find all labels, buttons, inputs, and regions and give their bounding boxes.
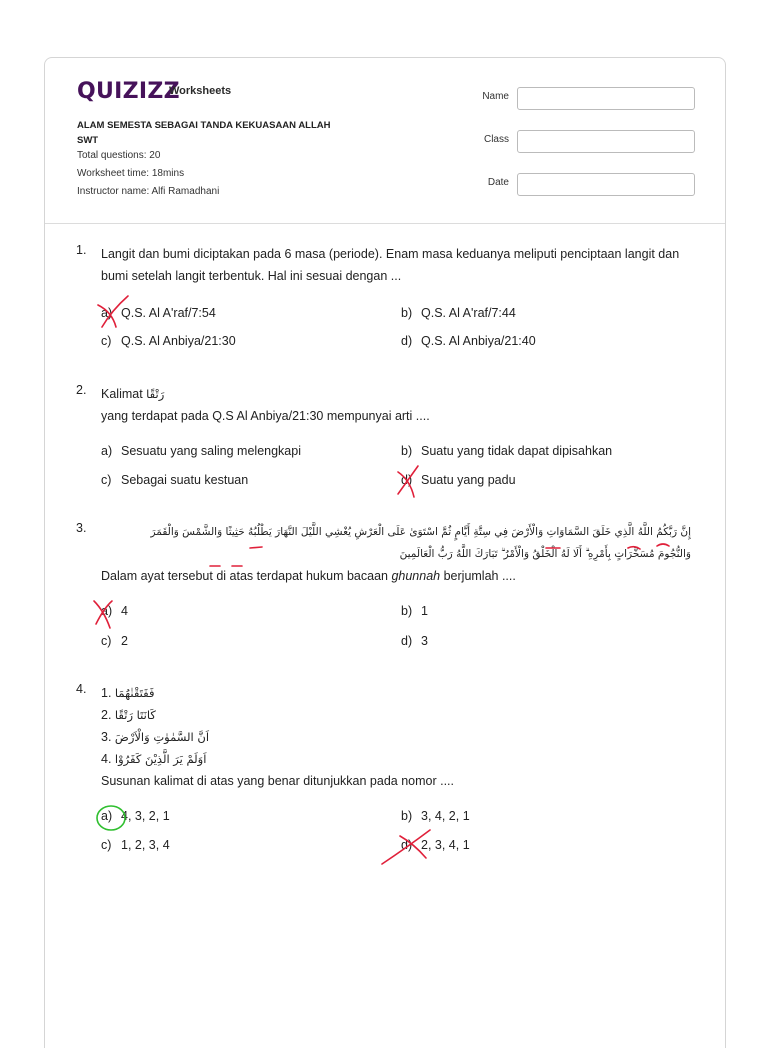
arrangement-item-2 bbox=[101, 704, 691, 726]
question-text: Susunan kalimat di atas yang benar ditunjukkan pada nomor .... bbox=[101, 774, 454, 788]
question-text bbox=[101, 383, 691, 427]
option-letter: b) bbox=[401, 809, 413, 823]
item-number: 1. bbox=[101, 686, 112, 700]
option-text: 1, 2, 3, 4 bbox=[121, 838, 170, 852]
q2-option-a[interactable] bbox=[101, 444, 301, 458]
q3-option-d[interactable] bbox=[401, 634, 428, 648]
option-letter: a) bbox=[101, 604, 113, 618]
option-text: Sesuatu yang saling melengkapi bbox=[121, 444, 301, 458]
option-text: 3 bbox=[421, 634, 428, 648]
q1-option-b[interactable] bbox=[401, 306, 516, 320]
option-text: Suatu yang padu bbox=[421, 473, 516, 487]
option-text: 2 bbox=[121, 634, 128, 648]
class-label: Class bbox=[483, 134, 509, 145]
logo-subtitle: Worksheets bbox=[169, 85, 232, 97]
instructor-name: Instructor name: Alfi Ramadhani bbox=[77, 186, 220, 197]
worksheet-page bbox=[44, 57, 726, 1048]
option-text: 1 bbox=[421, 604, 428, 618]
question-3 bbox=[76, 521, 696, 591]
name-label: Name bbox=[482, 91, 509, 102]
arabic-verse-line2: وَالنُّجُومَ مُسَخَّرَاتٍ بِأَمْرِهِ ۗ أَلَا لَهُ الْخَلْقُ وَالْأَمْرُ ۗ تَبَارَكَ اللَّهُ رَبُّ الْعَالَمِينَ bbox=[399, 548, 691, 560]
arabic-verse-line1: إِنَّ رَبَّكُمُ اللَّهُ الَّذِي خَلَقَ السَّمَاوَاتِ وَالْأَرْضَ فِي سِتَّةِ أَيَّامٍ ثُمَّ اسْتَوَىٰ عَلَى الْعَرْشِ يُغْشِي اللَّيْلَ النَّهَارَ يَطْلُبُهُ حَثِيثًا وَالشَّمْسَ وَالْقَمَرَ bbox=[150, 526, 691, 538]
q1-option-a[interactable] bbox=[101, 306, 216, 320]
q3-option-a[interactable] bbox=[101, 604, 128, 618]
option-letter: d) bbox=[401, 334, 413, 348]
option-letter: d) bbox=[401, 634, 413, 648]
arrangement-item-3 bbox=[101, 726, 691, 748]
q2-option-c[interactable] bbox=[101, 473, 248, 487]
item-number: 3. bbox=[101, 730, 112, 744]
item-number: 4. bbox=[101, 752, 112, 766]
question-number: 1. bbox=[76, 243, 87, 257]
option-letter: c) bbox=[101, 838, 112, 852]
item-number: 2. bbox=[101, 708, 112, 722]
date-field[interactable] bbox=[517, 173, 695, 196]
worksheet-title: ALAM SEMESTA SEBAGAI TANDA KEKUASAAN ALLAH SWT bbox=[77, 120, 331, 146]
option-text: 2, 3, 4, 1 bbox=[421, 838, 470, 852]
question-text-after: berjumlah .... bbox=[440, 569, 516, 583]
q1-option-c[interactable] bbox=[101, 334, 236, 348]
question-text: Langit dan bumi diciptakan pada 6 masa (periode). Enam masa keduanya meliputi penciptaan langit dan bumi setelah langit terbentuk. Hal ini sesuai dengan ... bbox=[101, 247, 680, 283]
option-letter: a) bbox=[101, 809, 113, 823]
option-letter: c) bbox=[101, 634, 112, 648]
question-body bbox=[101, 521, 691, 587]
option-text: Q.S. Al Anbiya/21:30 bbox=[121, 334, 236, 348]
option-letter: b) bbox=[401, 604, 413, 618]
option-text: Q.S. Al Anbiya/21:40 bbox=[421, 334, 536, 348]
option-text: Suatu yang tidak dapat dipisahkan bbox=[421, 444, 613, 458]
option-letter: a) bbox=[101, 444, 113, 458]
q4-option-d[interactable] bbox=[401, 838, 470, 852]
q4-option-a[interactable] bbox=[101, 809, 170, 823]
option-letter: b) bbox=[401, 444, 413, 458]
arabic-phrase: كَانَتَا رَتْقًا bbox=[114, 708, 156, 722]
date-label: Date bbox=[487, 177, 509, 188]
option-letter: d) bbox=[401, 838, 413, 852]
option-text: 3, 4, 2, 1 bbox=[421, 809, 470, 823]
q2-option-b[interactable] bbox=[401, 444, 612, 458]
option-letter: b) bbox=[401, 306, 413, 320]
q3-option-b[interactable] bbox=[401, 604, 428, 618]
arabic-word: رَتْقًا bbox=[146, 387, 165, 401]
q4-option-c[interactable] bbox=[101, 838, 170, 852]
option-text: 4, 3, 2, 1 bbox=[121, 809, 170, 823]
option-letter: c) bbox=[101, 334, 112, 348]
option-letter: a) bbox=[101, 306, 113, 320]
worksheet-time: Worksheet time: 18mins bbox=[77, 168, 185, 179]
option-letter: c) bbox=[101, 473, 112, 487]
question-text bbox=[101, 565, 691, 587]
option-text: Q.S. Al A'raf/7:54 bbox=[121, 306, 216, 320]
question-2 bbox=[76, 383, 696, 433]
option-text: 4 bbox=[121, 604, 128, 618]
arabic-phrase: اَنَّ السَّمٰوٰتِ وَالْاَرْضَ bbox=[114, 730, 210, 744]
q4-option-b[interactable] bbox=[401, 809, 470, 823]
option-letter: d) bbox=[401, 473, 413, 487]
ghunnah-term: ghunnah bbox=[391, 569, 441, 583]
arrangement-item-4 bbox=[101, 748, 691, 770]
total-questions: Total questions: 20 bbox=[77, 150, 161, 161]
q3-option-c[interactable] bbox=[101, 634, 128, 648]
q1-option-d[interactable] bbox=[401, 334, 536, 348]
arrangement-item-1 bbox=[101, 682, 691, 704]
question-text-line2: yang terdapat pada Q.S Al Anbiya/21:30 mempunyai arti .... bbox=[101, 409, 430, 423]
question-number: 4. bbox=[76, 682, 87, 696]
question-number: 3. bbox=[76, 521, 87, 535]
worksheet-header bbox=[45, 58, 725, 224]
option-text: Q.S. Al A'raf/7:44 bbox=[421, 306, 516, 320]
q2-option-d[interactable] bbox=[401, 473, 516, 487]
name-field[interactable] bbox=[517, 87, 695, 110]
question-text-before: Dalam ayat tersebut di atas terdapat hukum bacaan bbox=[101, 569, 392, 583]
arabic-phrase: اَوَلَمْ يَرَ الَّذِيْنَ كَفَرُوْا bbox=[114, 752, 207, 766]
arabic-phrase: فَفَتَقْنٰهُمَا bbox=[114, 686, 155, 700]
question-number: 2. bbox=[76, 383, 87, 397]
question-text-line1: Kalimat bbox=[101, 387, 143, 401]
question-4 bbox=[76, 682, 696, 792]
option-text: Sebagai suatu kestuan bbox=[121, 473, 249, 487]
class-field[interactable] bbox=[517, 130, 695, 153]
quizizz-logo: QUIZIZZ bbox=[77, 79, 180, 104]
question-body bbox=[101, 682, 691, 792]
